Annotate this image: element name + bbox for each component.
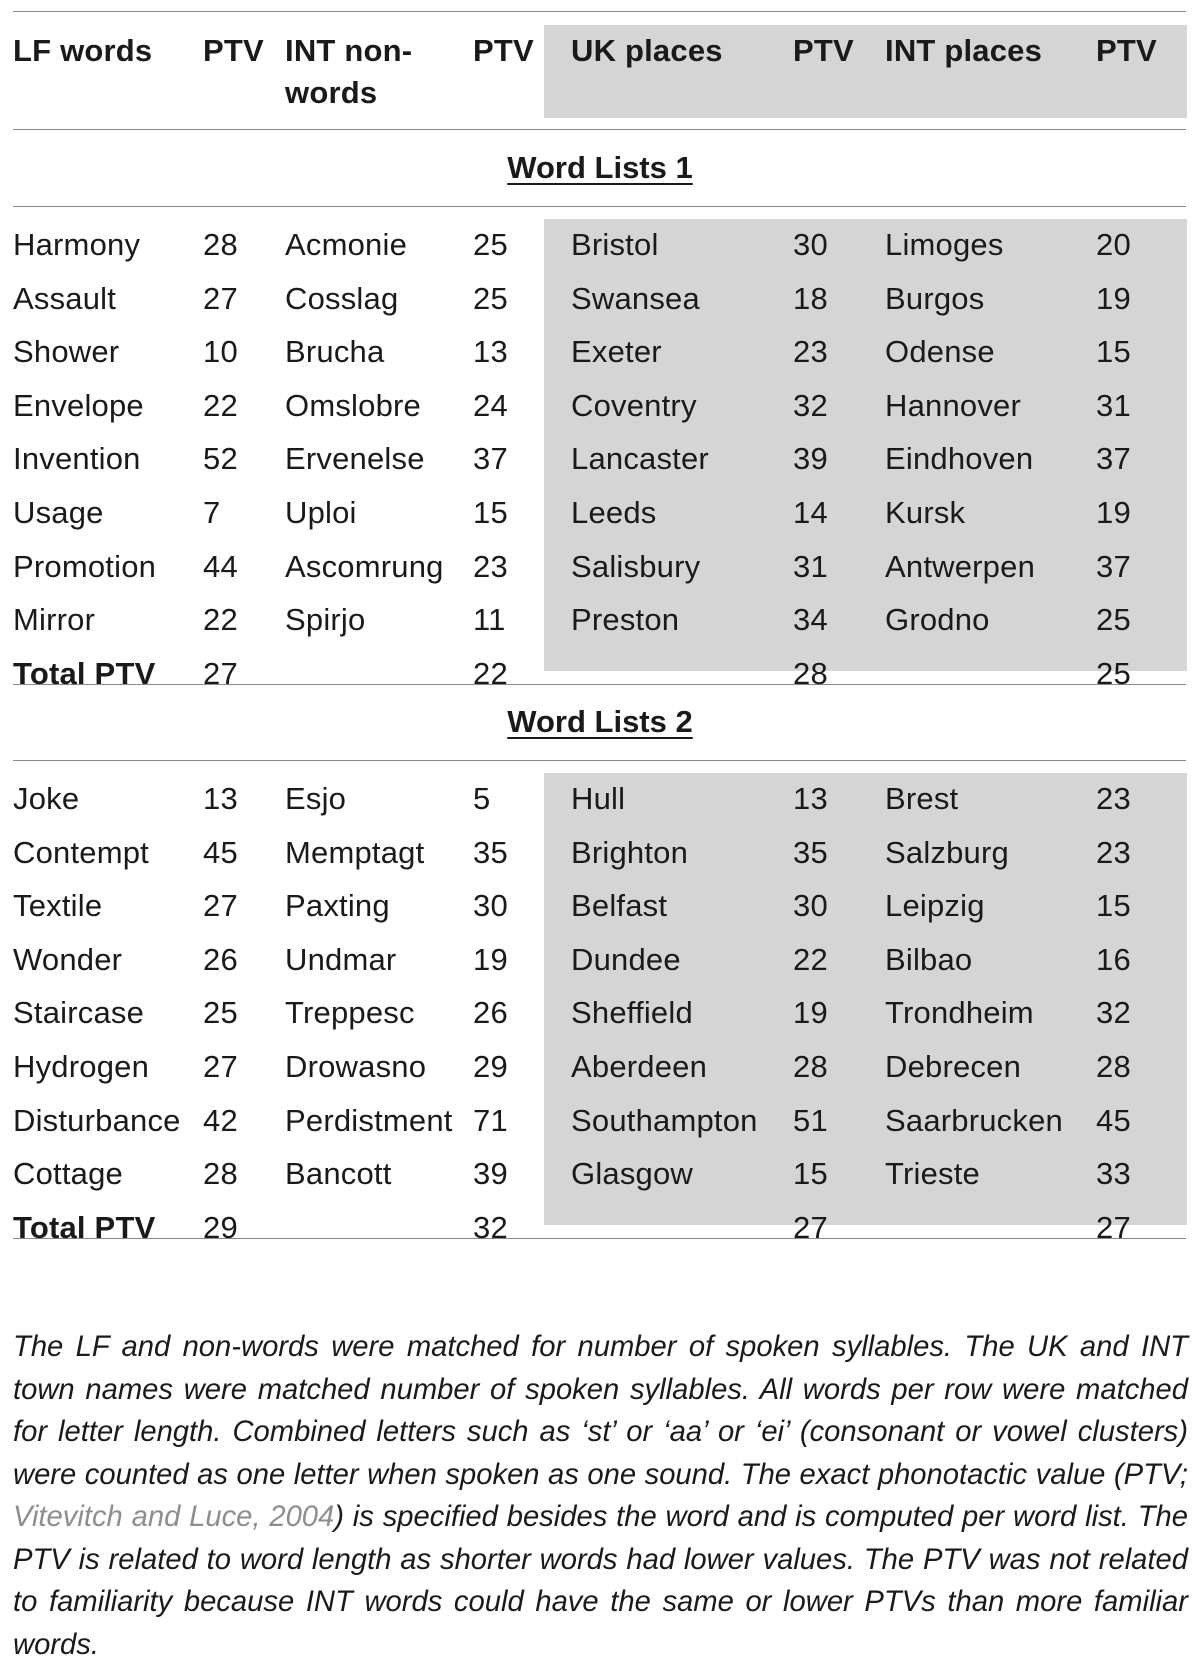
uk-ptv-cell: 28 <box>793 655 828 691</box>
total-label: Total PTV <box>13 655 156 691</box>
lf-ptv-cell: 42 <box>203 1102 238 1138</box>
header-int-nonwords-line2: words <box>285 75 378 110</box>
nonword-ptv-cell: 25 <box>473 280 508 316</box>
uk-ptv-cell: 39 <box>793 441 828 477</box>
lf-ptv-cell: 44 <box>203 548 238 584</box>
int-place-cell: Odense <box>885 334 995 370</box>
uk-ptv-cell: 51 <box>793 1102 828 1138</box>
uk-place-cell: Swansea <box>571 280 700 316</box>
uk-ptv-cell: 30 <box>793 888 828 924</box>
int-nonword-cell: Drowasno <box>285 1049 427 1084</box>
lf-word-cell: Staircase <box>13 995 145 1031</box>
lf-word-cell: Joke <box>13 781 80 816</box>
uk-place-cell: Dundee <box>571 941 681 977</box>
lf-word-cell: Mirror <box>13 602 96 638</box>
int-nonword-cell: Perdistment <box>285 1102 453 1138</box>
uk-ptv-cell: 22 <box>793 941 828 977</box>
uk-place-cell: Hull <box>571 781 626 816</box>
section1-end-rule <box>13 684 1186 685</box>
section2-title-rule <box>13 760 1186 761</box>
int-place-cell: Bilbao <box>885 941 973 977</box>
int-place-cell: Limoges <box>885 227 1004 262</box>
uk-place-cell: Sheffield <box>571 995 693 1031</box>
uk-ptv-cell: 23 <box>793 334 828 370</box>
intplace-ptv-cell: 23 <box>1096 834 1131 870</box>
intplace-ptv-cell: 37 <box>1096 441 1131 477</box>
footnote-citation: Vitevitch and Luce, 2004 <box>13 1501 335 1533</box>
uk-ptv-cell: 35 <box>793 834 828 870</box>
header-ptv-int: PTV <box>473 33 534 68</box>
int-place-cell: Burgos <box>885 280 985 316</box>
lf-ptv-cell: 25 <box>203 995 238 1031</box>
int-nonword-cell: Ervenelse <box>285 441 425 477</box>
nonword-ptv-cell: 25 <box>473 227 508 262</box>
section1-title-text: Word Lists 1 <box>507 150 693 185</box>
uk-ptv-cell: 15 <box>793 1156 828 1192</box>
lf-ptv-cell: 27 <box>203 280 238 316</box>
lf-word-cell: Promotion <box>13 548 157 584</box>
lf-word-cell: Textile <box>13 888 103 924</box>
int-nonword-cell: Acmonie <box>285 227 408 262</box>
lf-word-cell: Hydrogen <box>13 1049 150 1084</box>
int-place-cell: Kursk <box>885 495 966 530</box>
int-place-cell: Eindhoven <box>885 441 1034 477</box>
intplace-ptv-cell: 20 <box>1096 227 1131 262</box>
int-nonword-cell: Brucha <box>285 334 385 370</box>
uk-place-cell: Brighton <box>571 834 689 870</box>
int-nonword-cell: Undmar <box>285 941 397 977</box>
header-ptv-intplaces: PTV <box>1096 33 1157 68</box>
uk-place-cell: Southampton <box>571 1102 758 1138</box>
uk-ptv-cell: 19 <box>793 995 828 1031</box>
int-place-cell: Debrecen <box>885 1049 1022 1084</box>
uk-place-cell: Bristol <box>571 227 659 262</box>
lf-word-cell: Cottage <box>13 1156 123 1192</box>
intplace-ptv-cell: 19 <box>1096 495 1131 530</box>
int-nonword-cell: Cosslag <box>285 280 399 316</box>
int-nonword-cell: Spirjo <box>285 602 366 638</box>
uk-place-cell: Exeter <box>571 334 662 370</box>
nonword-ptv-cell: 15 <box>473 495 508 530</box>
intplace-ptv-cell: 25 <box>1096 602 1131 638</box>
int-nonword-cell: Memptagt <box>285 834 425 870</box>
int-place-cell: Antwerpen <box>885 548 1036 584</box>
uk-place-cell: Glasgow <box>571 1156 694 1192</box>
lf-ptv-cell: 27 <box>203 1049 238 1084</box>
uk-place-cell: Coventry <box>571 387 697 423</box>
lf-ptv-cell: 26 <box>203 941 238 977</box>
lf-ptv-cell: 27 <box>203 655 238 691</box>
intplace-ptv-cell: 16 <box>1096 941 1131 977</box>
nonword-ptv-cell: 11 <box>473 602 506 638</box>
nonword-ptv-cell: 32 <box>473 1209 508 1245</box>
int-nonword-cell: Ascomrung <box>285 548 444 584</box>
intplace-ptv-cell: 32 <box>1096 995 1131 1031</box>
nonword-ptv-cell: 13 <box>473 334 508 370</box>
nonword-ptv-cell: 24 <box>473 387 508 423</box>
nonword-ptv-cell: 29 <box>473 1049 508 1084</box>
table-footnote <box>13 1326 1188 1666</box>
nonword-ptv-cell: 30 <box>473 888 508 924</box>
uk-place-cell: Preston <box>571 602 680 638</box>
uk-ptv-cell: 30 <box>793 227 828 262</box>
nonword-ptv-cell: 35 <box>473 834 508 870</box>
lf-word-cell: Invention <box>13 441 141 477</box>
int-place-cell: Saarbrucken <box>885 1102 1063 1138</box>
header-uk-places: UK places <box>571 33 723 68</box>
int-nonword-cell: Uploi <box>285 495 357 530</box>
lf-ptv-cell: 7 <box>203 495 221 530</box>
header-ptv-lf: PTV <box>203 33 264 68</box>
uk-place-cell: Lancaster <box>571 441 709 477</box>
intplace-ptv-cell: 15 <box>1096 334 1131 370</box>
lf-word-cell: Shower <box>13 334 120 370</box>
lf-word-cell: Harmony <box>13 227 141 262</box>
uk-place-cell: Aberdeen <box>571 1049 708 1084</box>
section2-end-rule <box>13 1238 1186 1239</box>
lf-ptv-cell: 29 <box>203 1209 238 1245</box>
nonword-ptv-cell: 5 <box>473 781 491 816</box>
intplace-ptv-cell: 19 <box>1096 280 1131 316</box>
lf-ptv-cell: 28 <box>203 227 238 262</box>
uk-ptv-cell: 14 <box>793 495 828 530</box>
uk-ptv-cell: 13 <box>793 781 828 816</box>
uk-ptv-cell: 32 <box>793 387 828 423</box>
section2-title <box>0 702 1200 742</box>
uk-ptv-cell: 27 <box>793 1209 828 1245</box>
intplace-ptv-cell: 27 <box>1096 1209 1131 1245</box>
int-place-cell: Salzburg <box>885 834 1009 870</box>
intplace-ptv-cell: 28 <box>1096 1049 1131 1084</box>
nonword-ptv-cell: 71 <box>473 1102 508 1138</box>
lf-ptv-cell: 27 <box>203 888 238 924</box>
int-place-cell: Brest <box>885 781 959 816</box>
lf-word-cell: Wonder <box>13 941 123 977</box>
int-nonword-cell: Treppesc <box>285 995 415 1031</box>
lf-ptv-cell: 52 <box>203 441 238 477</box>
uk-ptv-cell: 28 <box>793 1049 828 1084</box>
int-place-cell: Grodno <box>885 602 990 638</box>
nonword-ptv-cell: 37 <box>473 441 508 477</box>
intplace-ptv-cell: 15 <box>1096 888 1131 924</box>
lf-word-cell: Disturbance <box>13 1102 181 1138</box>
header-ptv-uk: PTV <box>793 33 854 68</box>
nonword-ptv-cell: 39 <box>473 1156 508 1192</box>
header-rule <box>13 129 1186 130</box>
header-int-places: INT places <box>885 33 1043 68</box>
footnote-text-start: The LF and non-words were matched for number of spoken syllables. The UK and INT town names were matched number of spoken syllables. All words per row were matched for letter length. Combined letters such as ‘st’ or ‘aa’ or ‘ei’ (consonant or vowel clusters) were counted as one letter when spoken as one sound. The exact phonotactic value (PTV; <box>13 1331 1188 1491</box>
section2-title-text: Word Lists 2 <box>507 704 693 739</box>
lf-word-cell: Assault <box>13 280 117 316</box>
nonword-ptv-cell: 22 <box>473 655 508 691</box>
lf-ptv-cell: 22 <box>203 387 238 423</box>
int-place-cell: Hannover <box>885 387 1022 423</box>
header-int-nonwords: INT non- <box>285 33 413 68</box>
top-rule <box>13 11 1186 12</box>
header-lf-words: LF words <box>13 33 153 68</box>
lf-ptv-cell: 10 <box>203 334 238 370</box>
uk-place-cell: Leeds <box>571 495 657 530</box>
nonword-ptv-cell: 26 <box>473 995 508 1031</box>
section1-title-rule <box>13 206 1186 207</box>
total-label: Total PTV <box>13 1209 156 1245</box>
uk-ptv-cell: 34 <box>793 602 828 638</box>
lf-ptv-cell: 45 <box>203 834 238 870</box>
nonword-ptv-cell: 19 <box>473 941 508 977</box>
lf-word-cell: Usage <box>13 495 104 530</box>
intplace-ptv-cell: 31 <box>1096 387 1131 423</box>
lf-ptv-cell: 13 <box>203 781 238 816</box>
lf-word-cell: Envelope <box>13 387 144 423</box>
intplace-ptv-cell: 23 <box>1096 781 1131 816</box>
uk-ptv-cell: 18 <box>793 280 828 316</box>
uk-place-cell: Belfast <box>571 888 668 924</box>
lf-ptv-cell: 22 <box>203 602 238 638</box>
uk-ptv-cell: 31 <box>793 548 828 584</box>
uk-place-cell: Salisbury <box>571 548 701 584</box>
intplace-ptv-cell: 33 <box>1096 1156 1131 1192</box>
int-nonword-cell: Bancott <box>285 1156 392 1192</box>
nonword-ptv-cell: 23 <box>473 548 508 584</box>
lf-ptv-cell: 28 <box>203 1156 238 1192</box>
lf-word-cell: Contempt <box>13 834 149 870</box>
int-nonword-cell: Esjo <box>285 781 347 816</box>
intplace-ptv-cell: 37 <box>1096 548 1131 584</box>
int-place-cell: Trondheim <box>885 995 1034 1031</box>
int-nonword-cell: Paxting <box>285 888 390 924</box>
int-place-cell: Trieste <box>885 1156 980 1192</box>
footnote-text-end: ) is specified besides the word and is computed per word list. The PTV is related to word length as shorter words had lower values. The PTV was not related to familiarity because INT words could have the same or lower PTVs than more familiar words. <box>13 1501 1188 1661</box>
int-place-cell: Leipzig <box>885 888 985 924</box>
section1-title <box>0 148 1200 188</box>
intplace-ptv-cell: 25 <box>1096 655 1131 691</box>
intplace-ptv-cell: 45 <box>1096 1102 1131 1138</box>
int-nonword-cell: Omslobre <box>285 387 421 423</box>
